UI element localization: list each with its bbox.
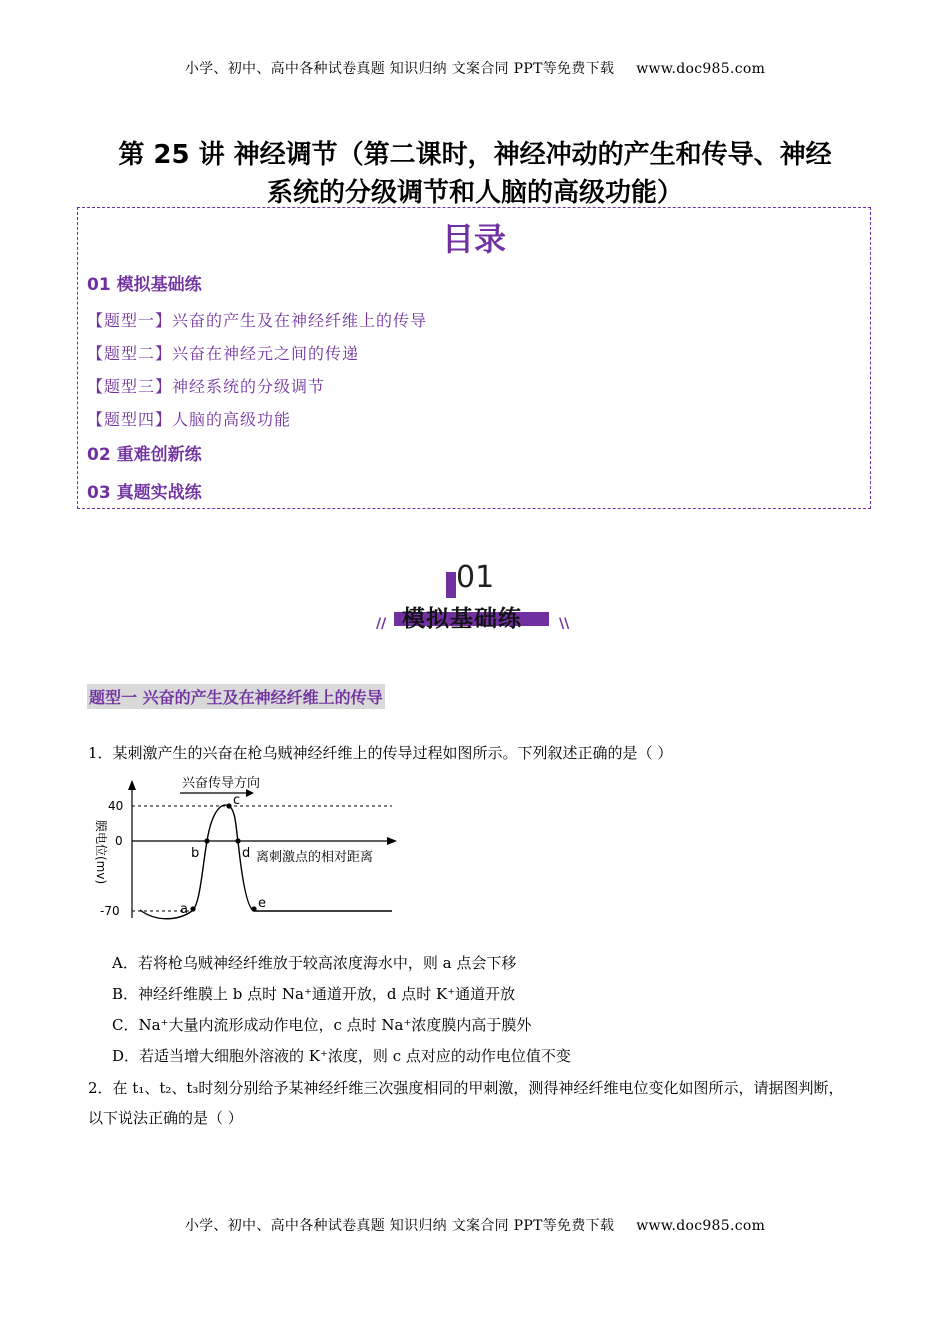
toc-item-4[interactable]: 【题型四】人脑的高级功能 — [87, 410, 292, 429]
point-label-d: d — [242, 846, 251, 861]
q1-option-a[interactable]: A．若将枪乌贼神经纤维放于较高浓度海水中，则 a 点会下移 — [112, 954, 517, 972]
q1-option-b[interactable]: B．神经纤维膜上 b 点时 Na⁺通道开放，d 点时 K⁺通道开放 — [112, 985, 516, 1003]
toc-heading: 目录 — [441, 220, 506, 258]
q1-option-d[interactable]: D．若适当增大细胞外溶液的 K⁺浓度，则 c 点对应的动作电位值不变 — [112, 1047, 571, 1065]
point-label-b: b — [191, 846, 200, 861]
title-line-1: 第 25 讲 神经调节（第二课时，神经冲动的产生和传导、神经 — [118, 140, 832, 170]
toc-section-3[interactable]: 03 真题实战练 — [87, 483, 202, 503]
question-2-stem: 2．在 t₁、t₂、t₃时刻分别给予某神经纤维三次强度相同的甲刺激，测得神经纤维电位变化如图所示，请据图判断，以下说法正确的是（ ） — [88, 1079, 844, 1127]
toc-item-1[interactable]: 【题型一】兴奋的产生及在神经纤维上的传导 — [87, 311, 428, 330]
y-axis-arrow — [128, 780, 136, 790]
point-e — [251, 906, 256, 911]
x-axis-arrow — [387, 837, 397, 845]
header-url[interactable]: www.doc985.com — [636, 61, 766, 77]
toc-item-3[interactable]: 【题型三】神经系统的分级调节 — [87, 377, 326, 396]
section-badge — [376, 560, 574, 640]
title-line-2: 系统的分级调节和人脑的高级功能） — [266, 178, 683, 208]
toc-section-2[interactable]: 02 重难创新练 — [87, 445, 202, 465]
page-title — [60, 136, 890, 212]
point-d — [235, 838, 240, 843]
x-axis-label: 离刺激点的相对距离 — [256, 850, 374, 865]
y-tick-40: 40 — [108, 799, 124, 813]
point-c — [226, 803, 231, 808]
toc-item-2[interactable]: 【题型二】兴奋在神经元之间的传递 — [87, 344, 360, 363]
badge-slash-right: \\ — [559, 616, 570, 632]
badge-label: 模拟基础练 — [402, 606, 522, 632]
y-tick-0: 0 — [115, 834, 123, 848]
question-1-stem: 1．某刺激产生的兴奋在枪乌贼神经纤维上的传导过程如图所示。下列叙述正确的是（ ） — [88, 744, 673, 762]
toc-section-1[interactable]: 01 模拟基础练 — [87, 275, 202, 295]
badge-slash-left: // — [376, 616, 387, 632]
y-tick-minus70: -70 — [100, 904, 120, 918]
page-footer — [0, 1215, 950, 1235]
footer-text: 小学、初中、高中各种试卷真题 知识归纳 文案合同 PPT等免费下载 — [184, 1218, 615, 1234]
y-axis-label: 膜电位(mv) — [94, 820, 108, 885]
point-label-c: c — [233, 793, 241, 808]
point-label-e: e — [258, 896, 266, 911]
chart-title: 兴奋传导方向 — [182, 776, 261, 791]
curve-points — [180, 793, 266, 917]
point-b — [204, 838, 209, 843]
header-text: 小学、初中、高中各种试卷真题 知识归纳 文案合同 PPT等免费下载 — [184, 61, 615, 77]
badge-accent-block — [446, 572, 456, 598]
question-type-heading: 题型一 兴奋的产生及在神经纤维上的传导 — [87, 684, 385, 709]
membrane-potential-chart — [86, 770, 406, 930]
point-a — [190, 906, 195, 911]
table-of-contents — [77, 207, 871, 509]
point-label-a: a — [180, 902, 188, 917]
footer-url[interactable]: www.doc985.com — [636, 1218, 766, 1234]
page-header — [0, 58, 950, 78]
badge-number: 01 — [456, 560, 495, 595]
q1-option-c[interactable]: C．Na⁺大量内流形成动作电位，c 点时 Na⁺浓度膜内高于膜外 — [112, 1016, 532, 1034]
